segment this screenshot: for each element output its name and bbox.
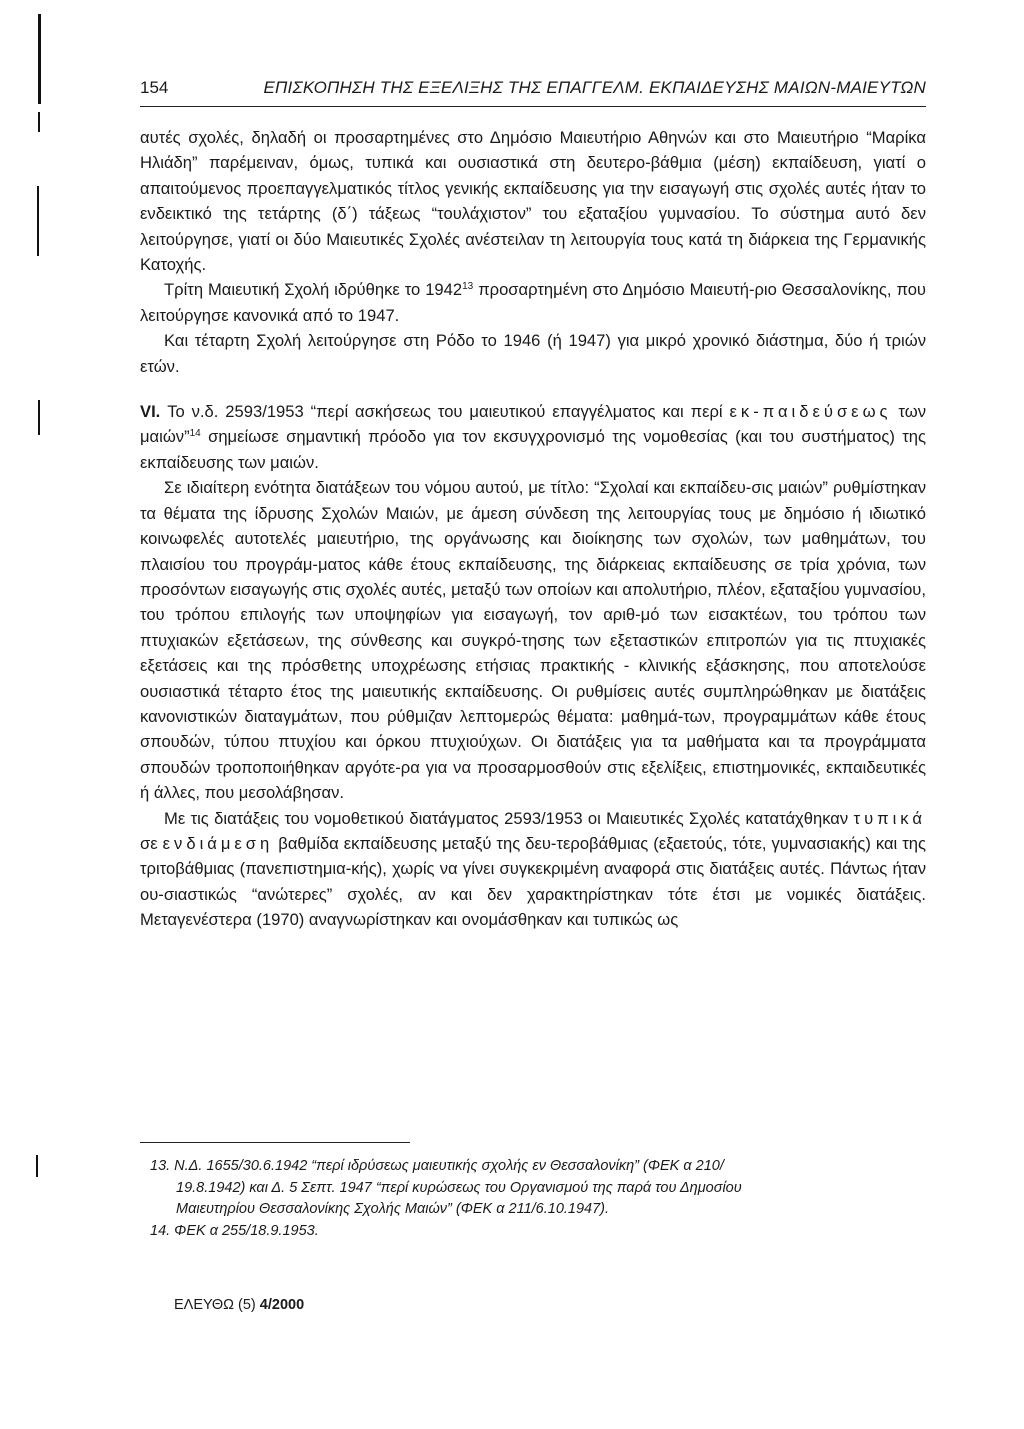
scan-artifact xyxy=(38,112,40,132)
spaced-emphasis: εκ-παιδεύσεως xyxy=(729,402,892,422)
footnotes xyxy=(150,1156,926,1242)
footnote-13-cont: 19.8.1942) και Δ. 5 Σεπτ. 1947 “περί κυρώσεως του Οργανισμού της παρά του Δημοσίου xyxy=(176,1179,742,1196)
section-label: VI. xyxy=(140,402,161,422)
paragraph-6-text: Με τις διατάξεις του νομοθετικού διατάγματος 2593/1953 οι Μαιευτικές Σχολές κατατάχθηκαν xyxy=(164,808,854,828)
section-vi-paragraph xyxy=(140,399,926,475)
paragraph-6-text-mid: σε xyxy=(140,833,163,853)
paragraph-1: αυτές σχολές, δηλαδή οι προσαρτημένες στο Δημόσιο Μαιευτήριο Αθηνών και στο Μαιευτήριο “Μαρίκα Ηλιάδη” παρέμειναν, όμως, τυπικά και ουσιαστικά στη δευτερο-βάθμια (μέση) εκπαίδευση, γιατί ο απαιτούμενος προεπαγγελματικός τίτλος γενικής εκπαίδευσης για την εισαγωγή στις σχολές αυτές ήταν το ενδεικτικό της τετάρτης (δ΄) τάξεως “τουλάχιστον” του εξαταξίου γυμνασίου. Το σύστημα αυτό δεν λειτούργησε, γιατί οι δύο Μαιευτικές Σχολές ανέστειλαν τη λειτουργία τους κατά τη διάρκεια της Γερμανικής Κατοχής. xyxy=(140,128,926,275)
paragraph-5: Σε ιδιαίτερη ενότητα διατάξεων του νόμου αυτού, με τίτλο: “Σχολαί και εκπαίδευ-σις μαιών” ρυθμίστηκαν τα θέματα της ίδρυσης Σχολών Μαιών, με άμεση σύνδεση της λειτουργίας τους με δημόσιο ή ιδιωτικό κοινωφελές αυτοτελές μαιευτήριο, της οργάνωσης και διοίκησης των σχολών, των μαθημάτων, του πλαισίου του προγράμ-ματος κάθε έτους εκπαίδευσης, της διάρκειας εκπαίδευσης σε τρία χρόνια, των προσόντων εισαγωγής στις σχολές αυτές, μεταξύ των οποίων και απολυτήριο, πλέον, εξαταξίου γυμνασίου, του τρόπου επιλογής των υποψηφίων για εισαγωγή, τον αριθ-μό των εισακτέων, του τρόπου των πτυχιακών εξετάσεων, της σύνθεσης και συγκρό-τησης των εξεταστικών επιτροπών για τις πτυχιακές εξετάσεις και της πρόσθετης υποχρέωσης ετήσιας πρακτικής - κλινικής εξάσκησης, που αποτελούσε ουσιαστικά τέταρτο έτος της μαιευτικής εκπαίδευσης. Οι ρυθμίσεις αυτές συμπληρώθηκαν με διατάξεις κανονιστικών διαταγμάτων, που ρύθμιζαν λεπτομερώς θέματα: μαθημά-των, προγραμμάτων κάθε έτους σπουδών, τύπου πτυχίου και όρκου πτυχιούχων. Οι διατάξεις για τα μαθήματα και τα προγράμματα σπουδών τροποποιήθηκαν αργότε-ρα για να προσαρμοσθούν στις εξελίξεις, επιστημονικές, εκπαιδευτικές ή άλλες, που μεσολάβησαν. xyxy=(140,478,926,803)
section-vi-text-end: σημείωσε σημαντική πρόοδο για τον εκσυγχρονισμό της νομοθεσίας (και του συστήματος) της εκπαίδευσης των μαιών. xyxy=(140,427,926,472)
paragraph-6-text-end: βαθμίδα εκπαίδευσης μεταξύ της δευ-τεροβάθμιας (εξαετούς, τότε, γυμνασιακής) και της τριτοβάθμιας (πανεπιστημια-κής), χωρίς να γίνει συγκεκριμένη αναφορά στις διατάξεις αυτές. Πάντως ήταν ου-σιαστικώς “ανώτερες” σχολές, αν και δεν χαρακτηρίστηκαν τότε έτσι με νομικές διατάξεις. Μεταγενέστερα (1970) αναγνωρίστηκαν και ονομάσθηκαν και τυπικώς ως xyxy=(140,833,927,930)
journal-issue: 4/2000 xyxy=(259,1297,305,1313)
paragraph-2-text-cont: προσαρτημένη στο Δημόσιο Μαιευτή-ριο Θεσσαλονίκης, που λειτούργησε κανονικά από το 1947. xyxy=(140,280,926,325)
footnote-ref-13: 13 xyxy=(462,281,474,293)
spaced-emphasis: τυπικά xyxy=(853,808,926,828)
footnote-13: 13. Ν.Δ. 1655/30.6.1942 “περί ιδρύσεως μαιευτικής σχολής εν Θεσσαλονίκη” (ΦΕΚ α 210/ xyxy=(150,1158,724,1174)
footnote-13-end: Μαιευτηρίου Θεσσαλονίκης Σχολής Μαιών” (ΦΕΚ α 211/6.10.1947). xyxy=(176,1201,610,1217)
footnote-14: 14. ΦΕΚ α 255/18.9.1953. xyxy=(150,1222,319,1239)
spaced-emphasis: ενδιάμεση xyxy=(162,833,274,853)
header-divider xyxy=(140,106,926,107)
page-number: 154 xyxy=(140,78,169,97)
section-vi-text: Το ν.δ. 2593/1953 “περί ασκήσεως του μαιευτικού επαγγέλματος και περί xyxy=(160,402,730,422)
main-text xyxy=(140,125,926,933)
scan-artifact xyxy=(37,186,39,256)
paragraph-2-text: Τρίτη Μαιευτική Σχολή ιδρύθηκε το 1942 xyxy=(164,280,463,300)
running-header xyxy=(140,78,926,106)
journal-name: ΕΛΕΥΘΩ (5) xyxy=(174,1297,260,1313)
paragraph-6 xyxy=(140,806,926,933)
footnote-ref-14: 14 xyxy=(189,428,201,440)
journal-footer xyxy=(174,1297,304,1313)
scan-artifact xyxy=(36,1155,38,1177)
section-vi-text-cont: των μαιών” xyxy=(140,402,927,447)
running-title: ΕΠΙΣΚΟΠΗΣΗ ΤΗΣ ΕΞΕΛΙΞΗΣ ΤΗΣ ΕΠΑΓΓΕΛΜ. ΕΚΠΑΙΔΕΥΣΗΣ ΜΑΙΩΝ-ΜΑΙΕΥΤΩΝ xyxy=(263,78,926,97)
scan-artifact xyxy=(38,400,40,435)
footnote-divider xyxy=(140,1142,410,1143)
scan-artifact xyxy=(38,14,41,104)
paragraph-2 xyxy=(140,277,926,328)
paragraph-3: Και τέταρτη Σχολή λειτούργησε στη Ρόδο το 1946 (ή 1947) για μικρό χρονικό διάστημα, δύο ή τριών ετών. xyxy=(140,331,926,376)
